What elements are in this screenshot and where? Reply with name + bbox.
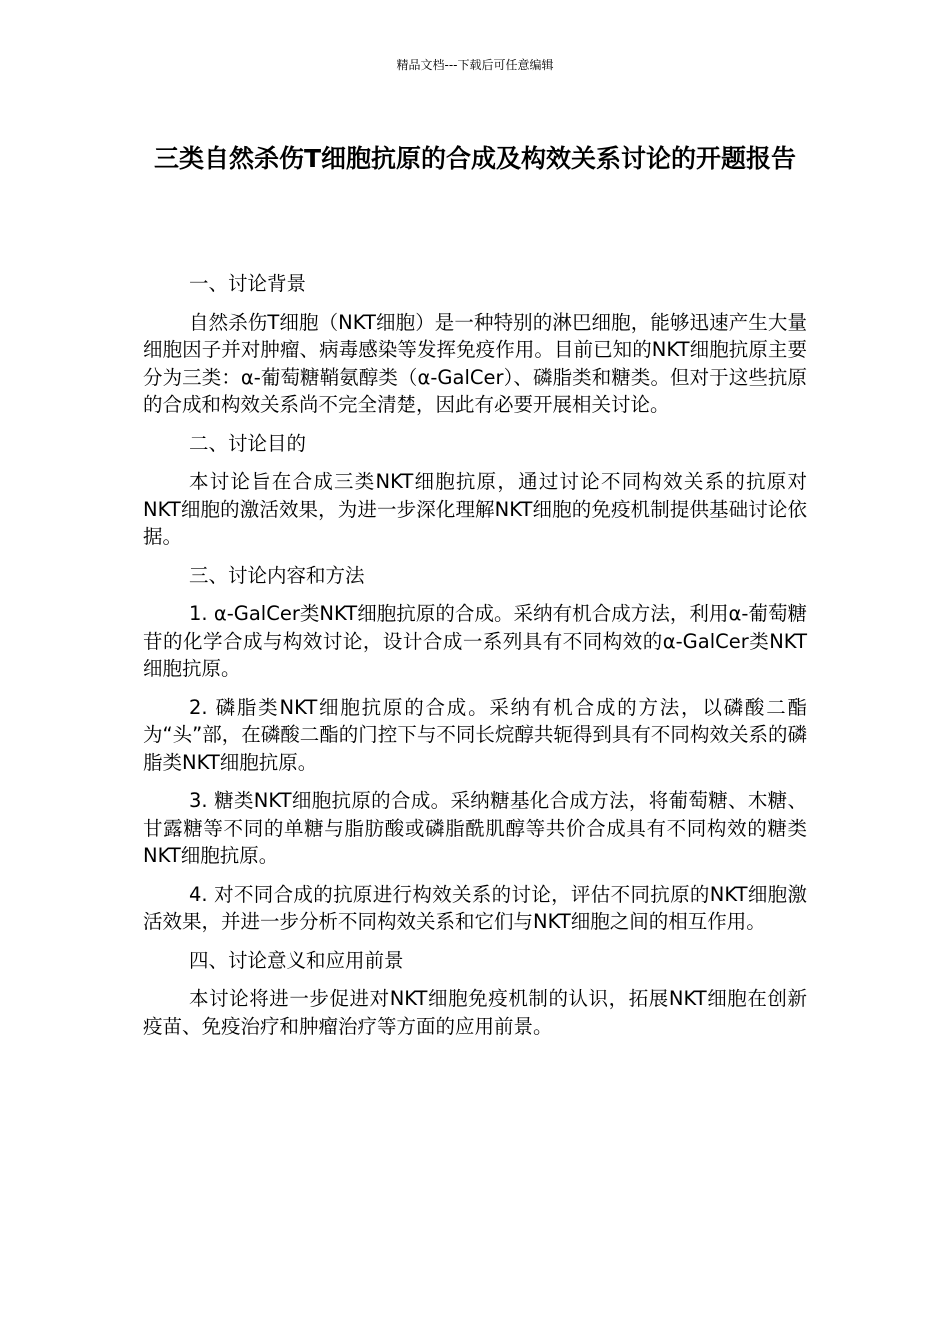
paragraph-method-3: 3. 糖类NKT细胞抗原的合成。采纳糖基化合成方法，将葡萄糖、木糖、甘露糖等不同的单糖与脂肪酸或磷脂酰肌醇等共价合成具有不同构效的糖类NKT细胞抗原。 <box>143 789 807 867</box>
paragraph-method-4: 4. 对不同合成的抗原进行构效关系的讨论，评估不同抗原的NKT细胞激活效果，并进一步分析不同构效关系和它们与NKT细胞之间的相互作用。 <box>143 882 807 933</box>
document-title: 三类自然杀伤T细胞抗原的合成及构效关系讨论的开题报告 <box>153 144 797 173</box>
paragraph-method-1: 1. α-GalCer类NKT细胞抗原的合成。采纳有机合成方法，利用α-葡萄糖苷的化学合成与构效讨论，设计合成一系列具有不同构效的α-GalCer类NKT细胞抗原。 <box>143 602 807 680</box>
section-heading-purpose: 二、讨论目的 <box>189 431 307 455</box>
section-heading-methods: 三、讨论内容和方法 <box>189 563 365 587</box>
paragraph-method-2: 2. 磷脂类NKT细胞抗原的合成。采纳有机合成的方法，以磷酸二酯为“头”部，在磷酸二酯的门控下与不同长烷醇共轭得到具有不同构效关系的磷脂类NKT细胞抗原。 <box>143 695 807 774</box>
section-heading-significance: 四、讨论意义和应用前景 <box>189 948 404 972</box>
page-header: 精品文档---下载后可任意编辑 <box>396 58 554 72</box>
section-heading-background: 一、讨论背景 <box>189 272 307 295</box>
paragraph-significance: 本讨论将进一步促进对NKT细胞免疫机制的认识，拓展NKT细胞在创新疫苗、免疫治疗和肿瘤治疗等方面的应用前景。 <box>143 987 807 1038</box>
paragraph-background: 自然杀伤T细胞（NKT细胞）是一种特别的淋巴细胞，能够迅速产生大量细胞因子并对肿瘤、病毒感染等发挥免疫作用。目前已知的NKT细胞抗原主要分为三类：α-葡萄糖鞘氨醇类（α-GalCer）、磷脂类和糖类。但对于这些抗原的合成和构效关系尚不完全清楚，因此有必要开展相关讨论。 <box>143 310 807 416</box>
document-body <box>143 270 807 1051</box>
paragraph-purpose: 本讨论旨在合成三类NKT细胞抗原，通过讨论不同构效关系的抗原对NKT细胞的激活效果，为进一步深化理解NKT细胞的免疫机制提供基础讨论依据。 <box>143 470 807 548</box>
